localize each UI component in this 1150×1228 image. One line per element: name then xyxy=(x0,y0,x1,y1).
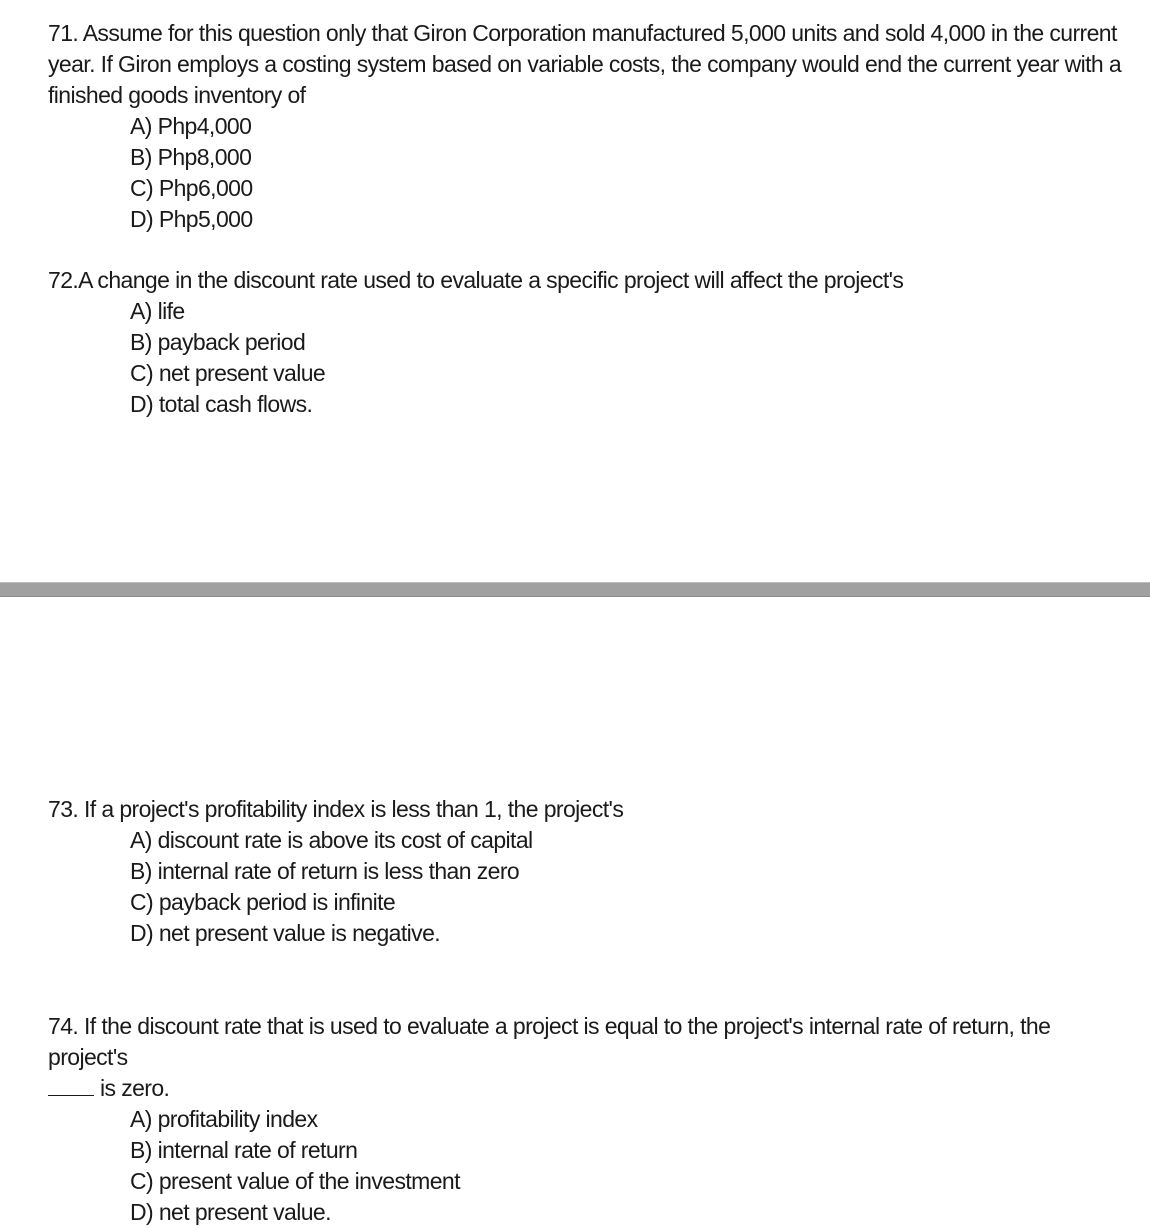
option-d: D) net present value. xyxy=(130,1199,331,1225)
question-71-options xyxy=(48,111,1128,235)
option-d: D) Php5,000 xyxy=(130,206,253,232)
option-a: A) life xyxy=(130,298,185,324)
option-d: D) total cash flows. xyxy=(130,391,313,417)
question-73-options xyxy=(48,825,1128,949)
option-b: B) payback period xyxy=(130,329,306,355)
question-71-stem: 71. Assume for this question only that Giron Corporation manufactured 5,000 units and sold 4,000 in the current year. If Giron employs a costing system based on variable costs, the company would end the current year with a finished goods inventory of xyxy=(48,20,1122,108)
question-74 xyxy=(48,1011,1128,1228)
option-b: B) internal rate of return is less than zero xyxy=(130,858,520,884)
option-c: C) present value of the investment xyxy=(130,1168,460,1194)
question-72-options xyxy=(48,296,1128,420)
question-74-stem-end: is zero. xyxy=(100,1075,170,1101)
question-73 xyxy=(48,794,1128,949)
question-72-stem: 72.A change in the discount rate used to evaluate a specific project will affect the project's xyxy=(48,267,904,293)
fill-in-blank xyxy=(48,1077,94,1096)
option-b: B) Php8,000 xyxy=(130,144,252,170)
question-74-options xyxy=(48,1104,1128,1228)
option-a: A) Php4,000 xyxy=(130,113,252,139)
question-74-stem-text: 74. If the discount rate that is used to evaluate a project is equal to the project's internal rate of return, the project's xyxy=(48,1013,1051,1070)
question-72 xyxy=(48,265,1128,420)
question-74-stem xyxy=(48,1011,1128,1104)
question-73-stem: 73. If a project's profitability index is less than 1, the project's xyxy=(48,796,624,822)
option-a: A) discount rate is above its cost of capital xyxy=(130,827,533,853)
option-a: A) profitability index xyxy=(130,1106,318,1132)
option-c: C) payback period is infinite xyxy=(130,889,396,915)
page-divider xyxy=(0,582,1150,597)
option-d: D) net present value is negative. xyxy=(130,920,441,946)
question-71 xyxy=(48,18,1128,235)
option-b: B) internal rate of return xyxy=(130,1137,358,1163)
option-c: C) net present value xyxy=(130,360,326,386)
option-c: C) Php6,000 xyxy=(130,175,253,201)
